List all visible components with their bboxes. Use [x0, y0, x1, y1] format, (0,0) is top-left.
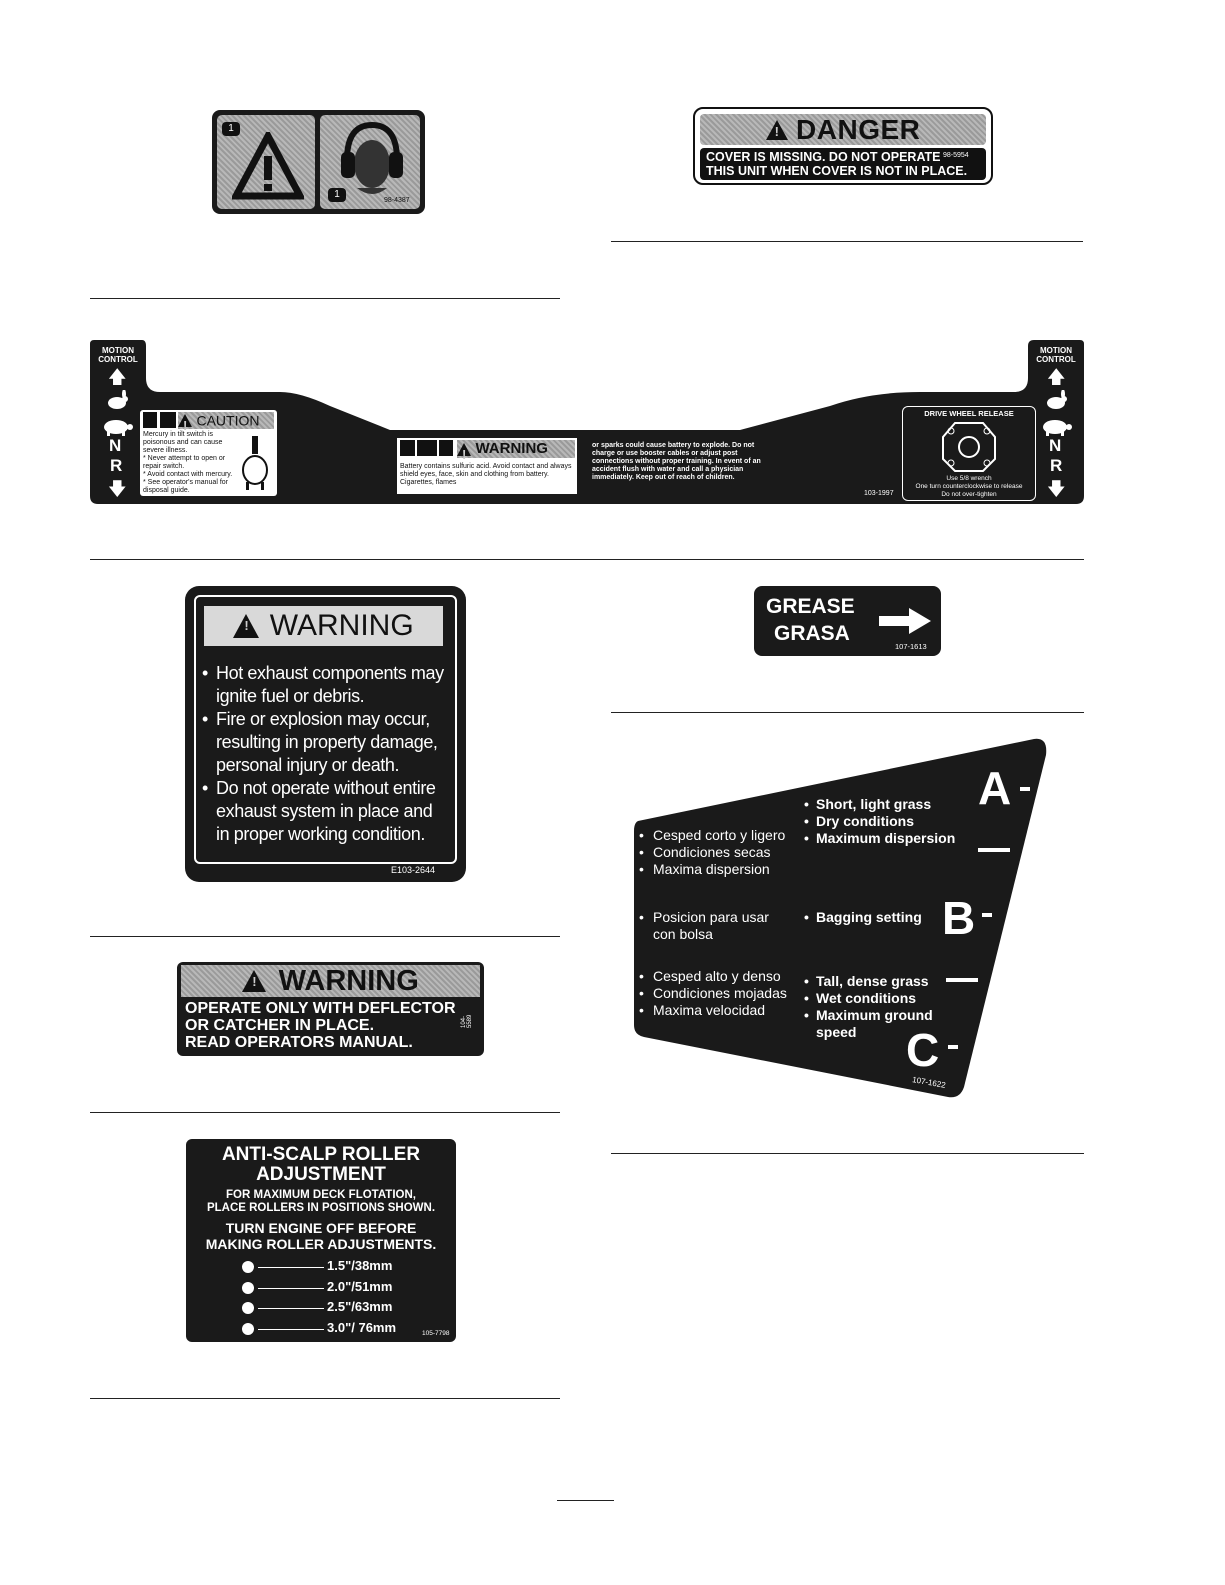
exhaust-bullet: • Do not operate without entire exhaust system in place and in proper working condition. — [202, 777, 450, 846]
battery-warning-header: WARNING — [475, 440, 548, 457]
c-spanish-list — [639, 968, 787, 1019]
roller-adjustment-decal — [186, 1139, 456, 1342]
deflector-warning-decal — [177, 962, 484, 1056]
battery-warning-panel — [397, 438, 577, 494]
exhaust-bullet-list — [202, 662, 450, 846]
arrow-down-icon: 🡇 — [1047, 479, 1066, 499]
divider — [611, 712, 1084, 713]
part-number: 98-5954 — [943, 152, 969, 159]
danger-decal — [693, 107, 993, 185]
roller-warn-2: MAKING ROLLER ADJUSTMENTS. — [205, 1236, 437, 1252]
c-english-item: • Tall, dense grass — [804, 973, 944, 990]
console-decal — [90, 340, 1084, 504]
divider — [90, 298, 560, 299]
face-shield-icon — [439, 440, 453, 456]
mercury-icon — [143, 412, 157, 428]
arrow-down-icon: 🡇 — [108, 479, 127, 499]
alert-triangle-icon — [457, 443, 471, 456]
b-spanish-list — [639, 909, 789, 943]
b-spanish-item: • Posicion para usar con bolsa — [639, 909, 789, 943]
roller-dot-icon — [242, 1323, 254, 1335]
disposal-icon — [160, 412, 176, 428]
alert-triangle-icon — [242, 970, 266, 992]
deflector-header: WARNING — [278, 965, 419, 997]
c-english-list — [804, 973, 944, 1041]
divider — [90, 559, 1084, 560]
drive-wheel-line-3: Do not over-tighten — [941, 491, 997, 498]
hand-icon — [400, 440, 415, 456]
a-spanish-item: • Cesped corto y ligero — [639, 827, 785, 844]
drive-wheel-release-panel — [902, 406, 1036, 501]
tilt-switch-icon — [238, 434, 272, 490]
part-number: 107-1613 — [895, 642, 927, 651]
b-english-list — [804, 909, 922, 926]
splash-icon — [417, 440, 437, 456]
caution-header-band — [178, 412, 274, 429]
part-number: 105-7798 — [422, 1330, 450, 1337]
danger-header-band — [700, 114, 986, 145]
caution-panel — [140, 410, 277, 496]
reverse-label: R — [110, 456, 123, 475]
alert-triangle-icon — [178, 414, 192, 427]
warning-triangle-icon — [232, 132, 304, 200]
divider — [90, 936, 560, 937]
exhaust-bullet: • Fire or explosion may occur, resulting in property damage, personal injury or death. — [202, 708, 450, 777]
a-spanish-list — [639, 827, 785, 878]
b-english-item: • Bagging setting — [804, 909, 922, 926]
height-decal — [630, 735, 1050, 1100]
rabbit-icon — [1043, 390, 1069, 410]
roller-sub-1: FOR MAXIMUM DECK FLOTATION, — [226, 1189, 416, 1201]
a-spanish-item: • Condiciones secas — [639, 844, 785, 861]
motion-control-label-right: MOTION CONTROL — [1036, 346, 1076, 364]
c-spanish-item: • Maxima velocidad — [639, 1002, 787, 1019]
battery-warning-text-right: or sparks could cause battery to explode. Do not charge or use booster cables or adjust post connections without proper training. In event of an accident flush with water and call a physician immediately. Keep out of reach of children. — [592, 442, 761, 481]
part-number: E103-2644 — [391, 865, 436, 875]
neutral-label: N — [1049, 436, 1062, 455]
turtle-icon — [1039, 418, 1073, 436]
caution-bullet-3: * See operator's manual for disposal guide. — [143, 479, 228, 494]
wheel-release-icon — [941, 421, 997, 473]
roller-title-2: ADJUSTMENT — [256, 1164, 386, 1185]
turtle-icon — [100, 418, 134, 436]
divider — [90, 1112, 560, 1113]
deflector-line-2: OR CATCHER IN PLACE. — [185, 1017, 375, 1034]
c-spanish-item: • Cesped alto y denso — [639, 968, 787, 985]
part-number: 98-4387 — [384, 197, 410, 204]
a-english-item: • Short, light grass — [804, 796, 955, 813]
roller-warn-1: TURN ENGINE OFF BEFORE — [225, 1220, 417, 1236]
position-c-label: C — [906, 1024, 940, 1076]
roller-dot-icon — [242, 1302, 254, 1314]
battery-warning-text-left: Battery contains sulfuric acid. Avoid contact and always shield eyes, face, skin and clothing from battery. Cigarettes, flames — [400, 463, 572, 486]
danger-header: DANGER — [796, 114, 921, 145]
roller-leader-line — [258, 1329, 324, 1330]
caution-header: CAUTION — [196, 412, 260, 429]
caution-bullet-1: * Never attempt to open or repair switch. — [143, 455, 226, 470]
part-number: 103-1997 — [864, 490, 894, 497]
reverse-label: R — [1050, 456, 1063, 475]
drive-wheel-line-1: Use 5/8 wrench — [946, 475, 992, 482]
position-tick — [978, 848, 1010, 852]
ear-protection-icon — [337, 120, 407, 202]
roller-leader-line — [258, 1288, 324, 1289]
exhaust-warning-decal — [185, 586, 466, 882]
deflector-header-band — [181, 965, 480, 997]
exhaust-bullet: • Hot exhaust components may ignite fuel or debris. — [202, 662, 450, 708]
divider — [611, 241, 1083, 242]
caution-text: Mercury in tilt switch is poisonous and can cause severe illness. — [143, 431, 223, 454]
a-english-item: • Dry conditions — [804, 813, 955, 830]
deflector-line-3: READ OPERATORS MANUAL. — [185, 1034, 413, 1051]
position-a-tick — [1020, 787, 1030, 791]
a-english-item: • Maximum dispersion — [804, 830, 955, 847]
position-b-tick — [982, 913, 992, 917]
part-number: 107-1622 — [911, 1075, 947, 1090]
roller-dot-icon — [242, 1261, 254, 1273]
c-english-item: • Wet conditions — [804, 990, 944, 1007]
deflector-line-1: OPERATE ONLY WITH DEFLECTOR — [185, 1000, 456, 1017]
grasa-label: GRASA — [774, 622, 850, 645]
arrow-up-icon: 🡅 — [108, 367, 127, 387]
caution-bullet-2: * Avoid contact with mercury. — [143, 471, 233, 478]
arrow-up-icon: 🡅 — [1047, 367, 1066, 387]
roller-title-1: ANTI-SCALP ROLLER — [221, 1144, 421, 1165]
divider — [611, 1153, 1084, 1154]
grease-decal — [754, 586, 941, 656]
arrow-right-icon — [879, 608, 931, 634]
danger-line-1: COVER IS MISSING. DO NOT OPERATE — [706, 150, 941, 164]
num-badge: 1 — [328, 188, 346, 202]
position-b-label: B — [942, 892, 976, 944]
c-english-item: • Maximum ground speed — [804, 1007, 944, 1041]
safety-icons-decal — [212, 110, 425, 214]
a-english-list — [804, 796, 955, 847]
danger-line-2: THIS UNIT WHEN COVER IS NOT IN PLACE. — [706, 164, 968, 178]
position-c-tick — [948, 1045, 958, 1049]
roller-height-label: 1.5"/38mm — [327, 1258, 393, 1273]
warning-header-band — [457, 440, 575, 458]
page-number-rule — [557, 1500, 614, 1501]
exhaust-header-band — [204, 606, 443, 646]
num-badge: 1 — [222, 122, 240, 136]
a-spanish-item: • Maxima dispersion — [639, 861, 785, 878]
roller-dot-icon — [242, 1282, 254, 1294]
part-number: 104-5589 — [461, 1014, 473, 1028]
roller-height-label: 2.0"/51mm — [327, 1279, 393, 1294]
c-spanish-item: • Condiciones mojadas — [639, 985, 787, 1002]
roller-leader-line — [258, 1267, 324, 1268]
grease-label: GREASE — [766, 595, 855, 618]
neutral-label: N — [109, 436, 122, 455]
roller-height-label: 3.0"/ 76mm — [327, 1320, 397, 1335]
drive-wheel-line-2: One turn counterclockwise to release — [915, 483, 1023, 490]
motion-control-label-left: MOTION CONTROL — [98, 346, 138, 364]
divider — [90, 1398, 560, 1399]
alert-triangle-icon — [233, 614, 259, 638]
exhaust-header: WARNING — [269, 609, 414, 642]
roller-height-label: 2.5"/63mm — [327, 1299, 393, 1314]
position-a-label: A — [978, 762, 1012, 814]
position-tick — [946, 978, 978, 982]
roller-leader-line — [258, 1308, 324, 1309]
roller-sub-2: PLACE ROLLERS IN POSITIONS SHOWN. — [206, 1202, 436, 1214]
alert-triangle-icon — [766, 120, 788, 140]
rabbit-icon — [104, 390, 130, 410]
drive-wheel-title: DRIVE WHEEL RELEASE — [924, 409, 1014, 418]
